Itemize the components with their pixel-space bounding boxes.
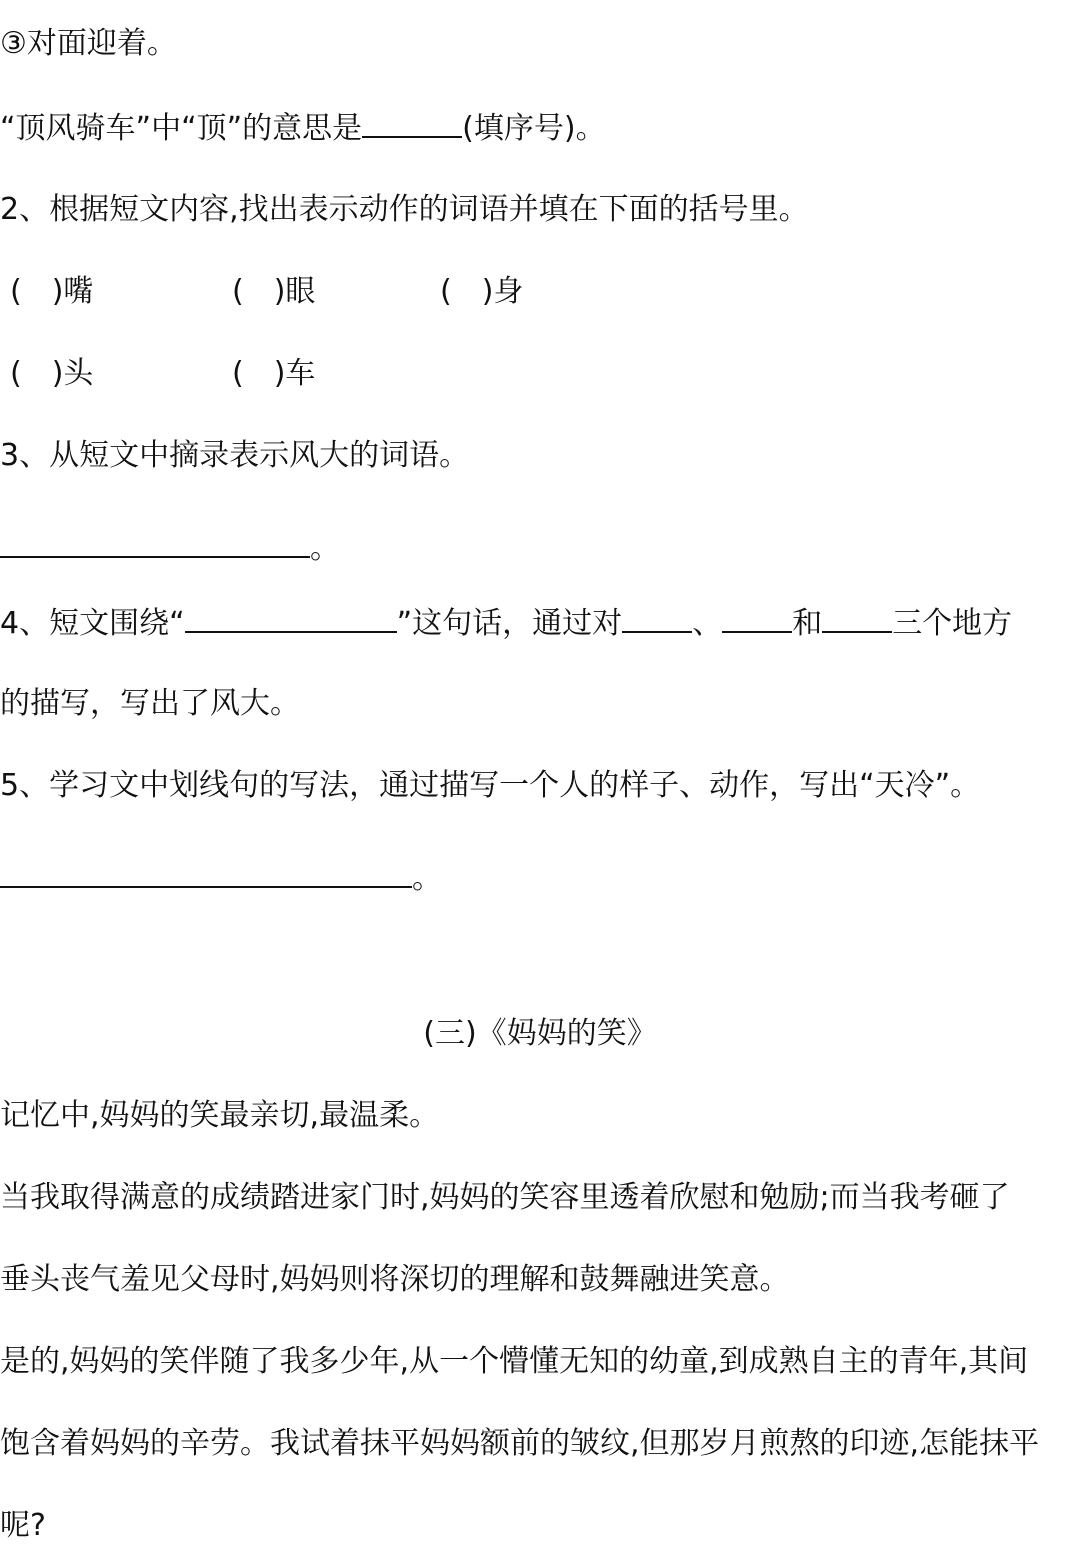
- q5-answer-blank[interactable]: [0, 856, 412, 888]
- q4-text-1: 4、短文围绕“: [0, 606, 185, 641]
- q5-prompt: 5、学习文中划线句的写法，通过描写一个人的样子、动作，写出“天冷”。: [0, 768, 981, 803]
- q4-separator-2: 和: [792, 606, 823, 641]
- paragraph-3-line-2: 饱含着妈妈的辛劳。我试着抹平妈妈额前的皱纹,但那岁月煎熬的印迹,怎能抹平: [0, 1426, 1040, 1461]
- q2-blank-eye[interactable]: ( )眼: [232, 274, 316, 309]
- q2-blank-body[interactable]: ( )身: [440, 274, 524, 309]
- q3-answer-blank[interactable]: [0, 526, 310, 558]
- section-title: (三)《妈妈的笑》: [423, 1016, 657, 1051]
- q1-prompt: [0, 106, 606, 146]
- q4-place-blank-3[interactable]: [822, 601, 892, 633]
- q1-prompt-suffix: (填序号)。: [462, 111, 606, 146]
- q4-separator-1: 、: [692, 606, 723, 641]
- q2-prompt: 2、根据短文内容,找出表示动作的词语并填在下面的括号里。: [0, 192, 809, 227]
- q3-end-mark: 。: [310, 531, 340, 566]
- q1-option-3: ③对面迎着。: [0, 26, 177, 61]
- q2-row-1: [0, 272, 1080, 312]
- q5-end-mark: 。: [412, 861, 442, 896]
- q1-prompt-text: “顶风骑车”中“顶”的意思是: [0, 111, 363, 146]
- q2-blank-vehicle[interactable]: ( )车: [232, 356, 316, 391]
- q4-sentence-blank[interactable]: [185, 601, 397, 633]
- q1-answer-blank[interactable]: [362, 106, 462, 138]
- q2-blank-mouth[interactable]: ( )嘴: [10, 274, 94, 309]
- paragraph-2-line-1: 当我取得满意的成绩踏进家门时,妈妈的笑容里透着欣慰和勉励;而当我考砸了: [0, 1180, 1010, 1215]
- paragraph-1: 记忆中,妈妈的笑最亲切,最温柔。: [0, 1098, 440, 1133]
- q4-text-3: 三个地方: [892, 606, 1013, 641]
- q2-blank-head[interactable]: ( )头: [10, 356, 94, 391]
- paragraph-3-line-1: 是的,妈妈的笑伴随了我多少年,从一个懵懂无知的幼童,到成熟自主的青年,其间: [0, 1344, 1029, 1379]
- q4-place-blank-2[interactable]: [722, 601, 792, 633]
- q3-answer-line: [0, 526, 340, 566]
- q2-row-2: [0, 354, 1080, 394]
- paragraph-2-line-2: 垂头丧气羞见父母时,妈妈则将深切的理解和鼓舞融进笑意。: [0, 1262, 790, 1297]
- q4-text-2: ”这句话，通过对: [396, 606, 623, 641]
- q4-prompt: [0, 601, 1012, 641]
- paragraph-3-line-3: 呢?: [0, 1508, 46, 1543]
- q4-prompt-line-2: 的描写，写出了风大。: [0, 686, 300, 721]
- q4-place-blank-1[interactable]: [622, 601, 692, 633]
- q3-prompt: 3、从短文中摘录表示风大的词语。: [0, 438, 470, 473]
- q5-answer-line: [0, 856, 442, 896]
